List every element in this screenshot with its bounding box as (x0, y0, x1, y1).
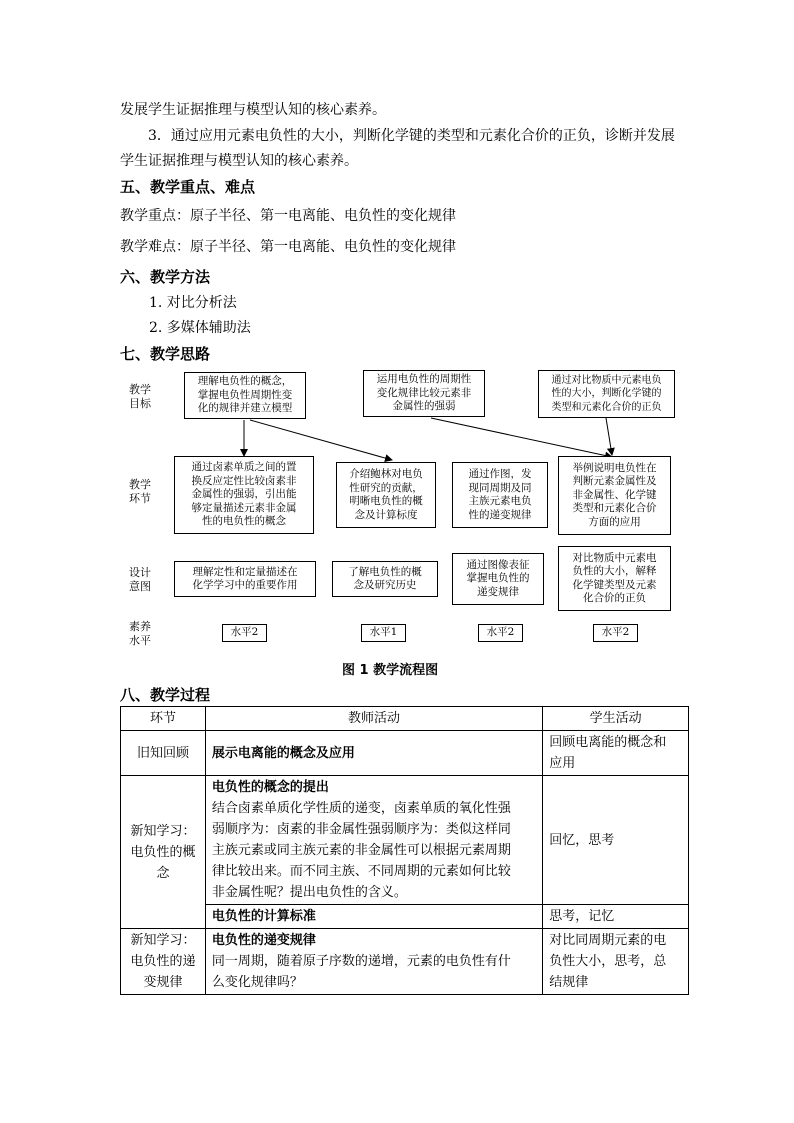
row-label-line: 水平 (129, 634, 151, 647)
box-line: 理解电负性的概念， (197, 375, 293, 388)
box-line: 金属性的强弱，引出能 (191, 488, 297, 501)
row-label-line: 意图 (129, 580, 151, 593)
cell-line: 弱顺序为：卤素的非金属性强弱顺序为：类似这样同 (211, 822, 511, 837)
design-box-2 (332, 561, 438, 597)
teacher-cell: 电负性的计算标准 (205, 905, 542, 929)
cell-title: 电负性的概念的提出 (211, 780, 329, 795)
difficult-points: 教学难点：原子半径、第一电离能、电负性的变化规律 (120, 239, 456, 255)
box-line: 化的规律并建立模型 (197, 402, 293, 415)
section-8-title: 八、教学过程 (120, 686, 211, 704)
cell-line: 律比较出来。而不同主族、不同周期的元素如何比较 (211, 864, 511, 879)
cell-line: 结合卤素单质化学性质的递变，卤素单质的氧化性强 (211, 801, 511, 816)
paragraph-line: 学生证据推理与模型认知的核心素养。 (120, 153, 358, 169)
teacher-cell (205, 776, 542, 905)
box-line: 类型和元素化合价的正负 (551, 401, 662, 413)
table-header-row (121, 707, 689, 731)
method-item: 1. 对比分析法 (149, 295, 237, 311)
box-line: 性的大小，判断化学键的 (551, 388, 662, 400)
stage-cell (121, 929, 206, 995)
box-line: 够定量描述元素非金属 (191, 501, 297, 514)
goal-box-2 (363, 370, 485, 417)
box-line: 明晰电负性的概 (349, 495, 423, 507)
key-points: 教学重点：原子半径、第一电离能、电负性的变化规律 (120, 208, 456, 224)
cell-line: 主族元素或同主族元素的非金属性可以根据元素周期 (211, 843, 511, 858)
design-box-4 (558, 546, 671, 611)
header-teacher: 教师活动 (205, 707, 542, 731)
paragraph-line: 3．通过应用元素电负性的大小，判断化学键的类型和元素化合价的正负，诊断并发展 (148, 128, 675, 144)
level-box-4: 水平2 (593, 624, 638, 642)
row-label-line: 目标 (129, 397, 151, 410)
box-line: 换反应定性比较卤素非 (191, 474, 297, 487)
teaching-process-table (120, 706, 689, 995)
box-line: 变化规律比较元素非 (376, 386, 472, 399)
cell-line: 负性大小，思考，总 (549, 954, 667, 969)
cell-line: 变规律 (143, 975, 183, 990)
box-line: 性的电负性的概念 (202, 515, 286, 528)
box-line: 运用电负性的周期性 (376, 373, 472, 386)
table-row (121, 905, 689, 929)
box-line: 方面的应用 (588, 515, 641, 528)
box-line: 通过对比物质中元素电负 (551, 374, 662, 386)
level-box-3: 水平2 (478, 624, 523, 642)
box-line: 理解定性和定量描述在 (192, 565, 298, 578)
box-line: 化合价的正负 (583, 592, 646, 604)
design-box-3 (452, 553, 544, 605)
student-cell (543, 731, 689, 776)
box-line: 递变规律 (477, 585, 519, 598)
box-line: 念及计算标度 (354, 508, 418, 521)
table-row (121, 776, 689, 905)
box-line: 介绍鲍林对电负 (349, 468, 423, 480)
section-5-title: 五、教学重点、难点 (120, 178, 256, 196)
section-7-title: 七、教学思路 (120, 345, 211, 363)
box-line: 性研究的贡献， (349, 481, 423, 494)
cell-line: 结规律 (549, 975, 589, 990)
cell-line: 新知学习： (130, 823, 196, 839)
cell-line: 新知学习： (130, 933, 196, 948)
row-label-level (123, 620, 157, 648)
link-box-1 (174, 456, 314, 534)
student-cell: 思考，记忆 (543, 905, 689, 929)
box-line: 掌握电负性周期性变 (197, 388, 293, 401)
box-line: 非金属性、化学键 (572, 488, 657, 501)
cell-line: 电负性的递 (130, 954, 196, 969)
box-line: 化学键类型及元素 (572, 578, 657, 591)
box-line: 念及研究历史 (353, 579, 417, 591)
goal-box-1 (184, 372, 306, 419)
teacher-cell: 展示电离能的概念及应用 (205, 731, 542, 776)
level-box-2: 水平1 (361, 624, 406, 642)
row-label-line: 设计 (129, 566, 151, 579)
arrow-goal2-link4 (431, 418, 612, 457)
box-line: 现同周期及同 (468, 481, 532, 494)
link-box-4 (558, 456, 671, 535)
box-line: 通过图像表征 (466, 558, 530, 571)
header-stage: 环节 (121, 707, 206, 731)
student-cell (543, 929, 689, 995)
cell-line: 非金属性呢？提出电负性的含义。 (211, 885, 407, 900)
link-box-2 (336, 462, 436, 528)
table-row (121, 929, 689, 995)
box-line: 性的递变规律 (468, 508, 532, 521)
row-label-goal (123, 383, 157, 411)
box-line: 类型和元素化合价 (572, 502, 657, 515)
arrow-goal3-link4 (606, 418, 612, 455)
level-box-1: 水平2 (222, 624, 267, 642)
box-line: 举例说明电负性在 (572, 461, 657, 474)
box-line: 通过作图，发 (468, 468, 532, 480)
box-line: 对比物质中元素电 (572, 551, 657, 564)
box-line: 通过卤素单质之间的置 (191, 461, 297, 474)
cell-line: 念 (156, 865, 170, 881)
row-label-line: 教学 (129, 478, 151, 491)
figure-caption: 图 1 教学流程图 (342, 663, 439, 678)
box-line: 金属性的强弱 (392, 400, 456, 413)
link-box-3 (452, 462, 548, 528)
row-label-line: 素养 (129, 620, 151, 633)
cell-line: 回顾电离能的概念和 (549, 735, 667, 750)
goal-box-3 (538, 370, 675, 418)
cell-line: 么变化规律吗？ (211, 975, 303, 990)
paragraph-line: 发展学生证据推理与模型认知的核心素养。 (120, 102, 386, 118)
box-line: 主族元素电负 (468, 495, 532, 507)
row-label-link (123, 478, 157, 506)
box-line: 掌握电负性的 (466, 572, 530, 585)
cell-title: 电负性的递变规律 (211, 933, 316, 948)
arrow-goal1-link2 (250, 420, 392, 460)
box-line: 化学学习中的重要作用 (192, 579, 298, 591)
section-6-title: 六、教学方法 (120, 268, 211, 286)
box-line: 负性的大小，解释 (572, 565, 657, 577)
cell-line: 应用 (549, 756, 576, 771)
method-item: 2. 多媒体辅助法 (149, 320, 251, 336)
box-line: 判断元素金属性及 (572, 475, 657, 488)
cell-line: 电负性的概 (130, 844, 196, 860)
stage-cell (121, 776, 206, 929)
student-cell: 回忆，思考 (543, 776, 689, 905)
cell-line: 对比同周期元素的电 (549, 933, 667, 948)
row-label-line: 教学 (129, 383, 151, 396)
box-line: 了解电负性的概 (348, 565, 422, 578)
table-row (121, 731, 689, 776)
teacher-cell (205, 929, 542, 995)
stage-cell: 旧知回顾 (121, 731, 206, 776)
row-label-design (123, 566, 157, 594)
cell-line: 同一周期，随着原子序数的递增，元素的电负性有什 (211, 954, 511, 969)
design-box-1 (174, 561, 316, 597)
header-student: 学生活动 (543, 707, 689, 731)
row-label-line: 环节 (129, 492, 151, 505)
